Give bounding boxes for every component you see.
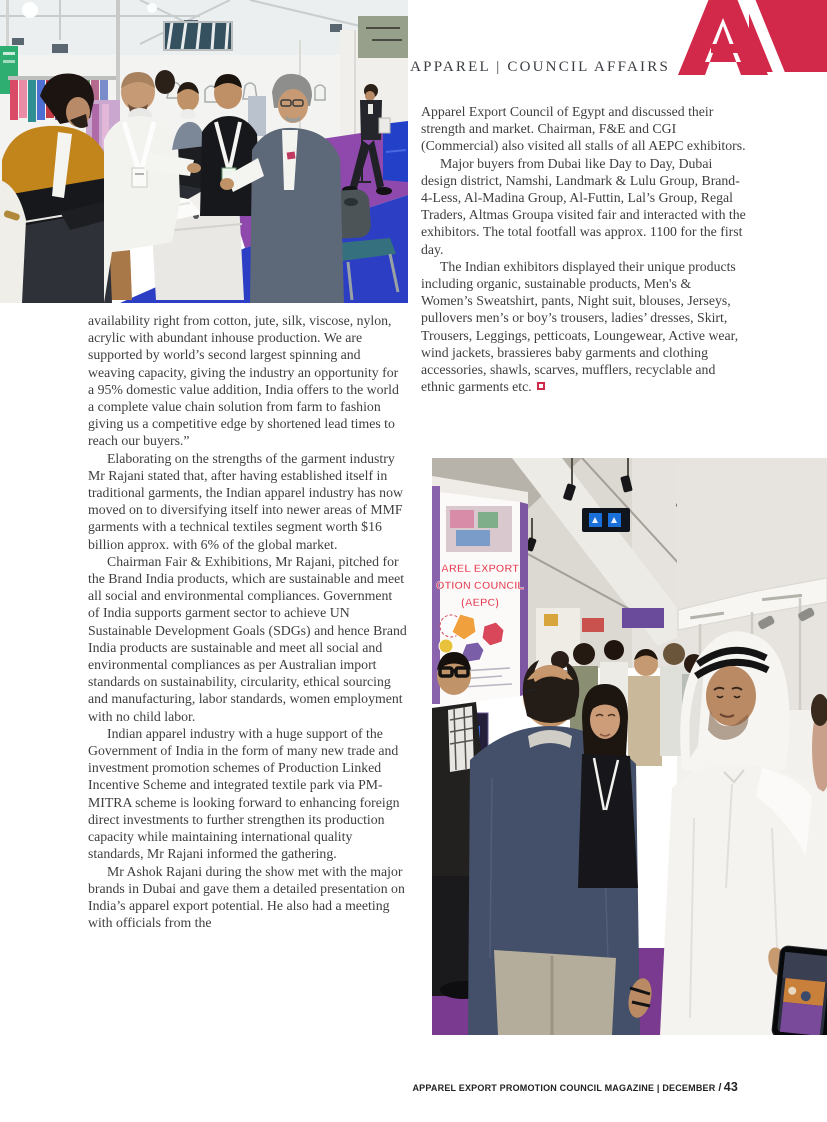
magazine-label: APPAREL EXPORT PROMOTION COUNCIL MAGAZINE | DECEMBER [412, 1083, 716, 1093]
left-column [88, 312, 407, 931]
body-paragraph: Major buyers from Dubai like Day to Day, Dubai design district, Namshi, Landmark & Lulu Group, Brand-4-Less, Al-Madina Group, Al-Futtin, Lal’s Group, Regal Traders, Altmas Groupa visited fair and interacted with the exhibitors. The total footfall was approx. 1100 for the first day. [421, 155, 746, 257]
banner-line-2: OTION COUNCIL [436, 580, 524, 592]
section-header: APPAREL | COUNCIL AFFAIRS [410, 59, 670, 75]
paragraph-text: The Indian exhibitors displayed their unique products including organic, sustainable products, Men's & Women’s Sweatshirt, pants, Night suit, blouses, Jerseys, pullovers men’s or boy’s trousers, ladies’ dresses, Skirt, Trousers, Leggings, petticoats, Loungewear, Active wear, wind jackets, brassieres baby garments and clothing accessories, shawls, scarves, mufflers, recyclable and ethnic garments etc. [421, 258, 739, 395]
body-paragraph [421, 258, 746, 396]
aepc-a-logo [675, 0, 827, 78]
aepc-stall-illustration [432, 458, 827, 1035]
right-column [421, 103, 746, 395]
background-head [155, 70, 175, 94]
body-paragraph: Indian apparel industry with a huge support of the Government of India in the form of many new trade and investment promotion schemes of Production Linked Incentive Scheme and integrated textile park via PM-MITRA scheme is looking forward to enhancing foreign direct investments to further strengthen its production capacity while maintaining international quality standards, Mr Rajani informed the gathering. [88, 725, 400, 862]
banner-line-3: (AEPC) [461, 597, 499, 609]
led-direction-sign [582, 508, 630, 532]
aepc-stall-photo [432, 458, 827, 1035]
banner-photo-collage [446, 506, 512, 552]
rear-signboard [358, 16, 408, 58]
body-paragraph: Mr Ashok Rajani during the show met with the major brands in Dubai and gave them a detailed presentation on India’s apparel export potential. He also had a meeting with officials from the [88, 863, 405, 931]
page-number: 43 [723, 1080, 738, 1094]
body-paragraph: Elaborating on the strengths of the garment industry Mr Rajani stated that, after having established itself in traditional garments, the Indian apparel industry has now moved on to diversifying itself into newer areas of MMF garments with a technical textiles segment worth $16 billion approx. with 6% of the global market. [88, 450, 403, 552]
body-paragraph: Apparel Export Council of Egypt and discussed their strength and market. Chairman, F&E and CGI (Commercial) also visited all stalls of all AEPC exhibitors. [421, 104, 746, 154]
distant-sign [544, 614, 558, 626]
body-paragraph: availability right from cotton, jute, silk, viscose, nylon, acrylic with abundant inhouse production. We are supported by world’s second largest spinning and weaving capacity, giving the industry an opportunity for a 95% domestic value addition, India offers to the world a complete value chain solution from farm to fashion giving us a competitive edge by shortened lead times to reach our buyers.” [88, 313, 399, 449]
exhibition-booth-illustration [0, 0, 408, 303]
window-band [164, 22, 232, 50]
end-of-article-marker-icon [537, 382, 545, 390]
exhibition-booth-photo [0, 0, 408, 303]
body-paragraph: Chairman Fair & Exhibitions, Mr Rajani, pitched for the Brand India products, which are sustainable and meet all social and environmental compliances. Government of India supports garment sector to achieve UN Sustainable Development Goals (SDGs) and hence Brand India products are sustainable and meet all social and environmental compliances as per Australian import standards on sustainability, circularity, ethical sourcing and manufacturing, labor standards, women employment with no child labor. [88, 553, 407, 724]
banner-line-1: AREL EXPORT [440, 563, 520, 575]
page-footer [412, 1080, 738, 1094]
footer-separator: / [718, 1082, 722, 1094]
